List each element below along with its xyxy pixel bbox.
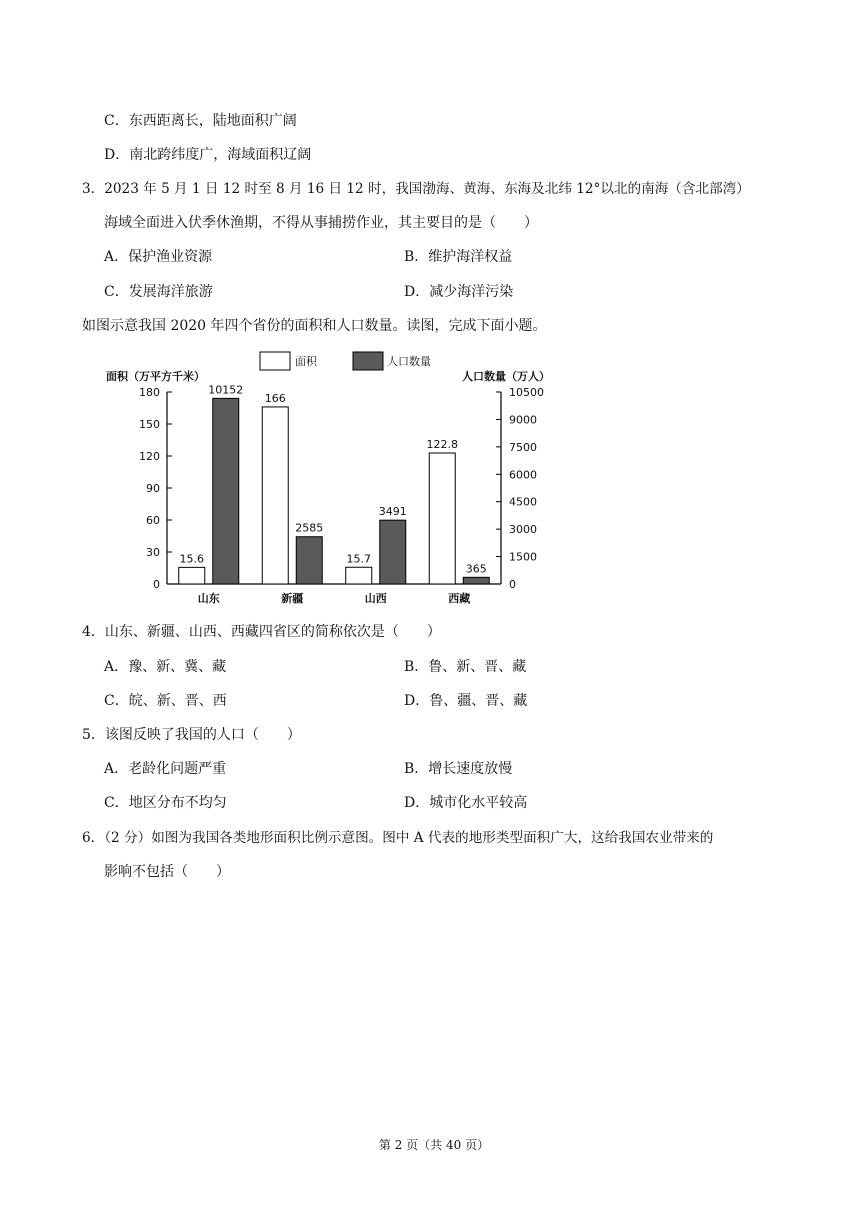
bar-population [296,537,322,584]
bar-label-area: 15.6 [179,552,204,566]
legend-label-population: 人口数量 [387,355,431,368]
q3-option-c: C．发展海洋旅游 [104,284,213,300]
y-right-tick-label: 3000 [509,523,537,537]
area-population-chart [100,350,550,608]
x-category-label: 西藏 [448,592,471,605]
q5-option-c: C．地区分布不均匀 [104,795,227,811]
y-left-tick-label: 60 [146,514,160,527]
bar-population [380,520,406,584]
q3-option-b: B．维护海洋权益 [404,249,513,265]
y-left-tick-label: 150 [139,418,160,431]
legend-label-area: 面积 [295,355,317,368]
x-category-label: 新疆 [281,592,304,605]
y-right-axis-title: 人口数量（万人） [462,370,550,383]
y-left-tick-label: 0 [153,578,160,591]
q3-stem-line2: 海域全面进入伏季休渔期，不得从事捕捞作业，其主要目的是（ ） [104,215,538,231]
q4-option-d: D．鲁、疆、晋、藏 [404,693,528,709]
bar-label-population: 10152 [208,383,244,397]
chart-svg [100,350,550,608]
q4-option-a: A．豫、新、冀、藏 [104,659,227,675]
q5-option-a: A．老龄化问题严重 [104,761,227,777]
y-right-tick-label: 6000 [509,468,537,482]
q2-option-d: D．南北跨纬度广，海域面积辽阔 [104,147,312,163]
q4-stem: 4．山东、新疆、山西、西藏四省区的简称依次是（ ） [82,624,441,640]
y-right-tick-label: 4500 [509,495,537,509]
q4-option-b: B．鲁、新、晋、藏 [404,659,527,675]
y-left-tick-label: 30 [146,546,160,559]
y-right-tick-label: 10500 [509,386,544,399]
bar-label-population: 2585 [295,521,324,535]
q6-stem-line2: 影响不包括（ ） [104,864,230,880]
y-left-axis-title: 面积（万平方千米） [106,370,205,383]
y-right-tick-label: 7500 [509,440,537,454]
y-right-tick-label: 9000 [509,413,537,427]
bar-population [463,577,489,584]
bar-label-population: 365 [465,562,487,576]
y-left-tick-label: 90 [146,482,160,495]
page-footer: 第 2 页（共 40 页） [378,1138,490,1152]
q3-option-d: D．减少海洋污染 [404,284,514,300]
bar-area [179,567,205,584]
bar-area [262,407,288,584]
bar-label-area: 122.8 [426,438,458,452]
bar-label-area: 166 [264,391,286,405]
y-left-tick-label: 180 [139,386,160,399]
q2-option-c: C．东西距离长，陆地面积广阔 [104,113,297,129]
q5-option-b: B．增长速度放慢 [404,761,513,777]
bar-population [213,398,239,584]
legend-swatch-population [353,352,383,370]
chart-intro-text: 如图示意我国 2020 年四个省份的面积和人口数量。读图，完成下面小题。 [82,318,547,334]
x-category-label: 山东 [197,592,220,605]
bar-label-area: 15.7 [346,552,371,566]
q3-stem-line1: 3．2023 年 5 月 1 日 12 时至 8 月 16 日 12 时，我国渤海、黄海、东海及北纬 12°以北的南海（含北部湾） [82,181,750,197]
y-right-tick-label: 1500 [509,550,537,564]
q5-stem: 5．该图反映了我国的人口（ ） [82,727,301,743]
legend-swatch-area [260,352,290,370]
bar-area [429,453,455,584]
x-category-label: 山西 [364,592,387,605]
q6-stem-line1: 6．（2 分）如图为我国各类地形面积比例示意图。图中 A 代表的地形类型面积广大，这给我国农业带来的 [82,830,714,846]
q4-option-c: C．皖、新、晋、西 [104,693,227,709]
bar-label-population: 3491 [378,505,407,519]
y-right-tick-label: 0 [509,578,516,591]
bar-area [346,567,372,584]
q5-option-d: D．城市化水平较高 [404,795,528,811]
q3-option-a: A．保护渔业资源 [104,249,213,265]
y-left-tick-label: 120 [139,450,160,463]
